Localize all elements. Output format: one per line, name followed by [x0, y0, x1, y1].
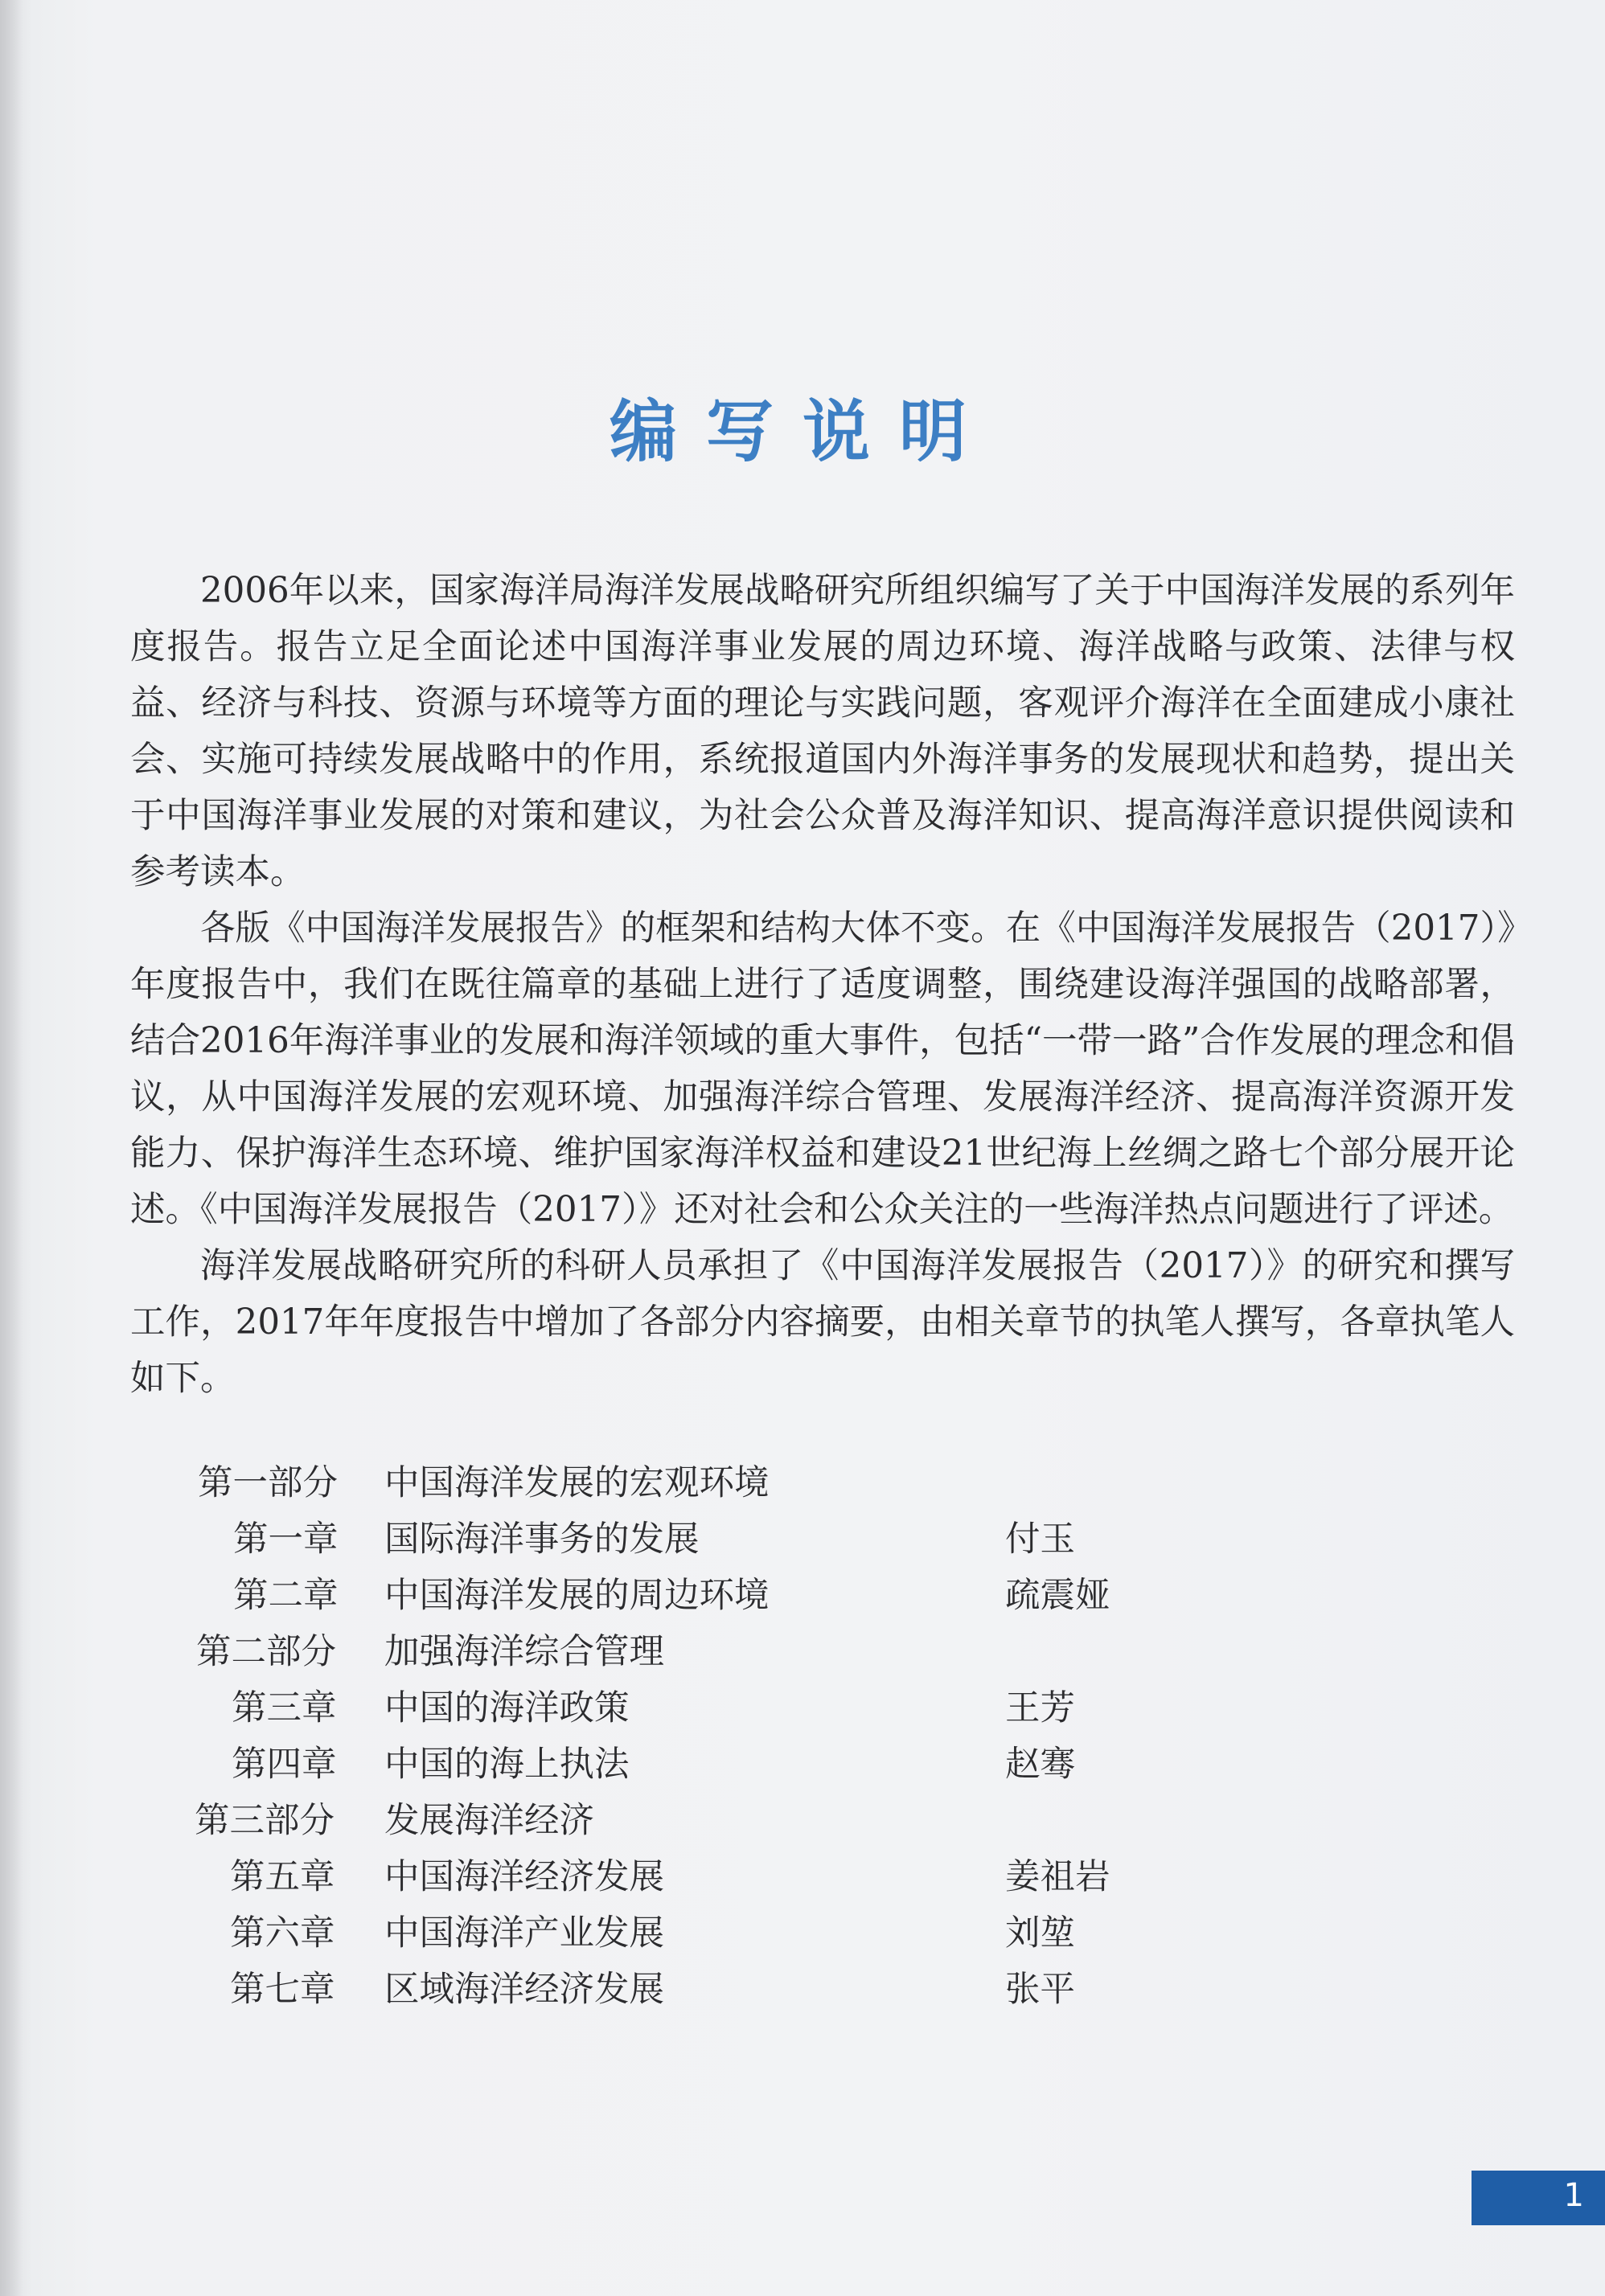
toc-number: 第六章 — [230, 1913, 335, 1954]
toc-title: 中国海洋产业发展 — [384, 1913, 664, 1954]
page-title: 编写说明 — [609, 392, 995, 471]
toc-author: 赵骞 — [1005, 1745, 1075, 1785]
toc-author: 姜祖岩 — [1005, 1857, 1110, 1897]
toc-number: 第一章 — [233, 1519, 339, 1560]
toc-number: 第四章 — [232, 1745, 337, 1785]
toc-number: 第二章 — [233, 1576, 339, 1616]
toc-title: 区域海洋经济发展 — [384, 1970, 664, 2010]
toc-author: 张平 — [1005, 1970, 1075, 2010]
page-number-tab — [1472, 2171, 1605, 2225]
toc-title: 中国海洋经济发展 — [384, 1857, 664, 1897]
spine-shadow — [0, 0, 23, 2296]
toc-number: 第七章 — [230, 1970, 335, 2010]
toc-author: 刘堃 — [1005, 1913, 1075, 1954]
paragraph-1: 2006年以来，国家海洋局海洋发展战略研究所组织编写了关于中国海洋发展的系列年度报告。报告立足全面论述中国海洋事业发展的周边环境、海洋战略与政策、法律与权益、经济与科技、资源与环境等方面的理论与实践问题，客观评介海洋在全面建成小康社会、实施可持续发展战略中的作用，系统报道国内外海洋事务的发展现状和趋势，提出关于中国海洋事业发展的对策和建议，为社会公众普及海洋知识、提高海洋意识提供阅读和参考读本。 — [130, 571, 1515, 892]
toc-author: 付玉 — [1005, 1519, 1075, 1560]
toc-number: 第三部分 — [195, 1801, 335, 1841]
toc-number: 第一部分 — [198, 1463, 338, 1503]
toc-number: 第二部分 — [196, 1632, 336, 1672]
toc-number: 第三章 — [232, 1688, 337, 1728]
toc-author: 王芳 — [1005, 1688, 1075, 1728]
toc-title: 中国的海上执法 — [384, 1745, 630, 1785]
toc-title: 发展海洋经济 — [384, 1801, 594, 1841]
toc-title: 中国的海洋政策 — [384, 1688, 630, 1728]
paragraph-2: 各版《中国海洋发展报告》的框架和结构大体不变。在《中国海洋发展报告（2017）》年度报告中，我们在既往篇章的基础上进行了适度调整，围绕建设海洋强国的战略部署，结合2016年海洋事业的发展和海洋领域的重大事件，包括“一带一路”合作发展的理念和倡议，从中国海洋发展的宏观环境、加强海洋综合管理、发展海洋经济、提高海洋资源开发能力、保护海洋生态环境、维护国家海洋权益和建设21世纪海上丝绸之路七个部分展开论述。《中国海洋发展报告（2017）》还对社会和公众关注的一些海洋热点问题进行了评述。 — [130, 908, 1515, 1230]
toc-author: 疏震娅 — [1005, 1576, 1110, 1616]
toc-title: 中国海洋发展的宏观环境 — [384, 1463, 770, 1503]
paragraph-3: 海洋发展战略研究所的科研人员承担了《中国海洋发展报告（2017）》的研究和撰写工作，2017年年度报告中增加了各部分内容摘要，由相关章节的执笔人撰写，各章执笔人如下。 — [130, 1246, 1515, 1399]
page-number: 1 — [1563, 2177, 1584, 2214]
toc-number: 第五章 — [230, 1857, 335, 1897]
toc-title: 国际海洋事务的发展 — [384, 1519, 700, 1560]
toc-title: 加强海洋综合管理 — [384, 1632, 664, 1672]
body-text — [130, 563, 1515, 1407]
toc-title: 中国海洋发展的周边环境 — [384, 1576, 770, 1616]
